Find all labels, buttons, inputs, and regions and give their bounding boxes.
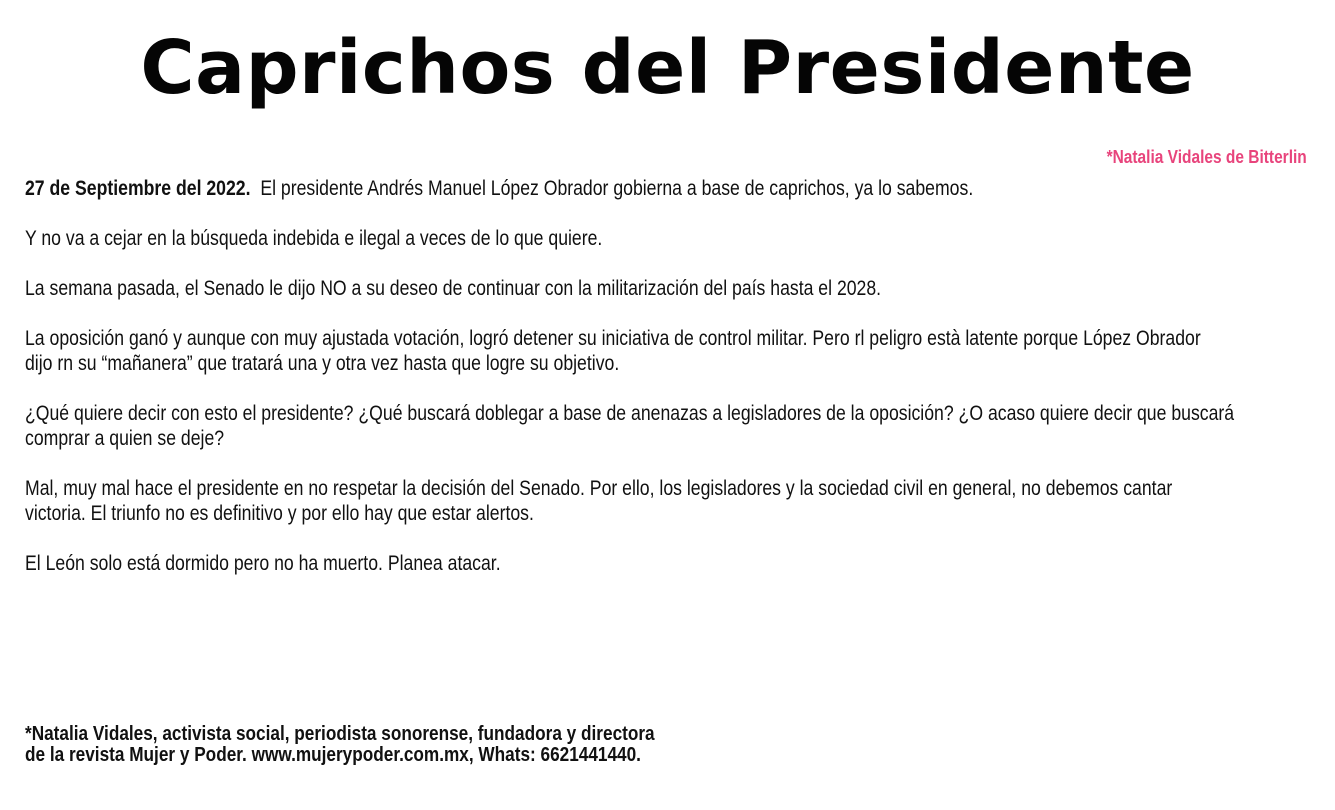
paragraph-line: Mal, muy mal hace el presidente en no respetar la decisión del Senado. Por ello, los legisladores y la sociedad civil en general, no debemos cantar bbox=[25, 477, 1173, 500]
paragraph-line: La semana pasada, el Senado le dijo NO a su deseo de continuar con la militarización del país hasta el 2028. bbox=[25, 277, 882, 300]
paragraph-line: Y no va a cejar en la búsqueda indebida e ilegal a veces de lo que quiere. bbox=[25, 227, 603, 250]
article-date: 27 de Septiembre del 2022. bbox=[25, 177, 251, 200]
paragraph bbox=[25, 551, 1102, 576]
author-bio bbox=[25, 724, 655, 766]
paragraph-line: La oposición ganó y aunque con muy ajustada votación, logró detener su iniciativa de control militar. Pero rl peligro està latente porque López Obrador bbox=[25, 327, 1201, 350]
article-body bbox=[25, 176, 1307, 601]
author-bio-line: de la revista Mujer y Poder. www.mujerypoder.com.mx, Whats: 6621441440. bbox=[25, 744, 641, 766]
paragraph-line: dijo rn su “mañanera” que tratará una y otra vez hasta que logre su objetivo. bbox=[25, 352, 620, 375]
paragraph-line: El León solo está dormido pero no ha muerto. Planea atacar. bbox=[25, 552, 501, 575]
paragraph bbox=[25, 476, 1173, 526]
lead-paragraph bbox=[25, 176, 1102, 201]
lead-text: El presidente Andrés Manuel López Obrador gobierna a base de caprichos, ya lo sabemos. bbox=[260, 177, 974, 200]
author-bio-line: *Natalia Vidales, activista social, periodista sonorense, fundadora y directora bbox=[25, 723, 655, 745]
article-title: Caprichos del Presidente bbox=[140, 25, 1195, 111]
paragraph bbox=[25, 326, 1201, 376]
paragraph bbox=[25, 401, 1235, 451]
paragraph-line: victoria. El triunfo no es definitivo y por ello hay que estar alertos. bbox=[25, 502, 534, 525]
author-byline: *Natalia Vidales de Bitterlin bbox=[1106, 147, 1307, 167]
paragraph bbox=[25, 226, 1102, 251]
paragraph bbox=[25, 276, 1102, 301]
paragraph-line: ¿Qué quiere decir con esto el presidente? ¿Qué buscará doblegar a base de anenazas a legisladores de la oposición? ¿O acaso quiere decir que buscará bbox=[25, 402, 1235, 425]
paragraph-line: comprar a quien se deje? bbox=[25, 427, 225, 450]
